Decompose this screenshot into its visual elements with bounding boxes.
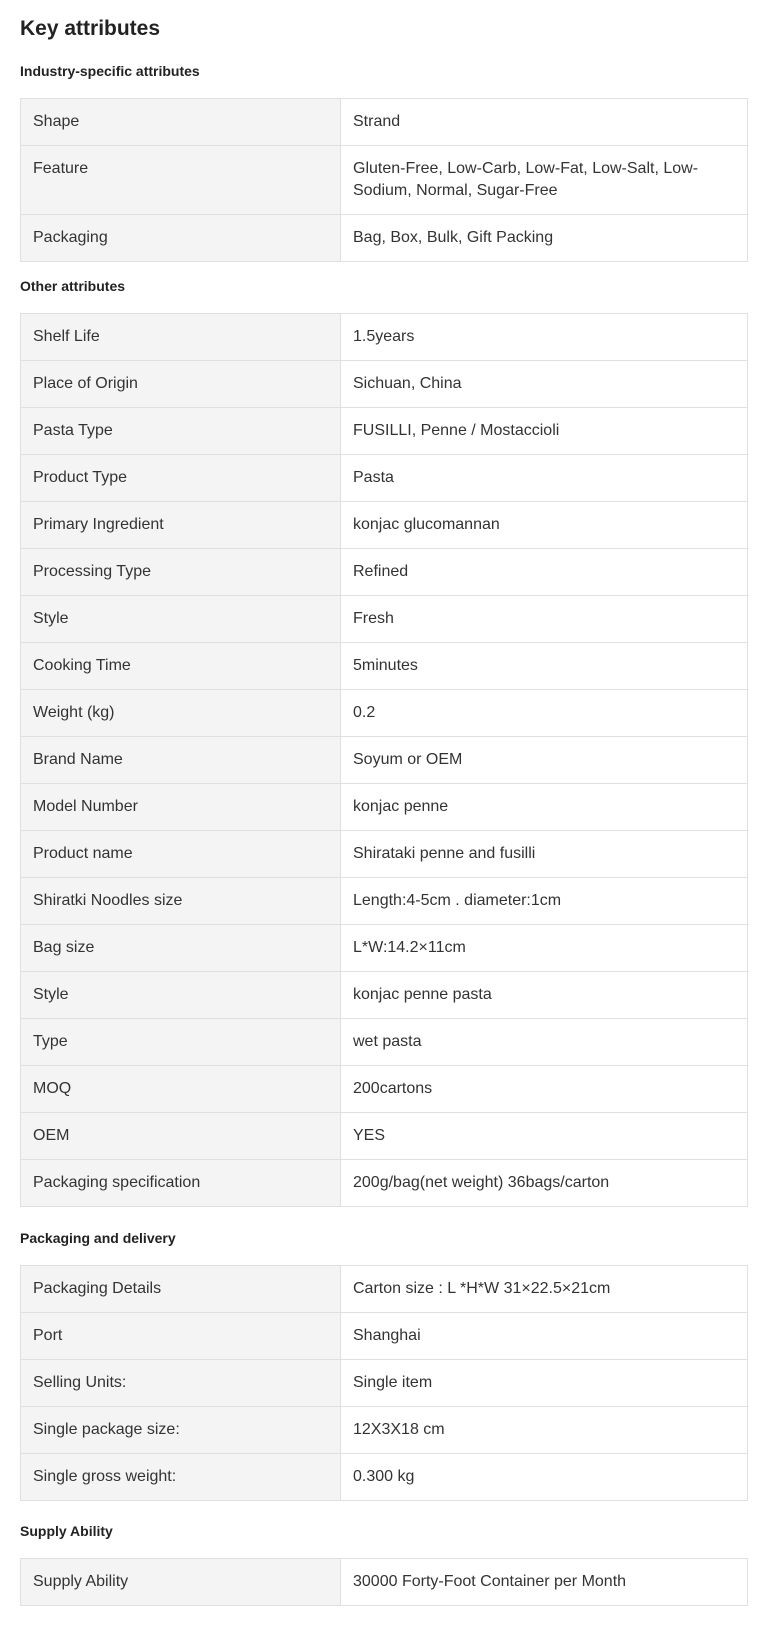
attribute-key: Processing Type <box>21 549 341 596</box>
attribute-key: Style <box>21 596 341 643</box>
table-row <box>21 1019 748 1066</box>
attribute-key: Feature <box>21 146 341 215</box>
industry-attributes-table <box>20 98 748 262</box>
attribute-value: wet pasta <box>341 1019 748 1066</box>
table-row <box>21 596 748 643</box>
attribute-key: Packaging Details <box>21 1266 341 1313</box>
attribute-value: 12X3X18 cm <box>341 1407 748 1454</box>
attribute-value: YES <box>341 1113 748 1160</box>
table-row <box>21 361 748 408</box>
attribute-value: Sichuan, China <box>341 361 748 408</box>
attribute-key: Model Number <box>21 784 341 831</box>
attribute-key: Shiratki Noodles size <box>21 878 341 925</box>
table-row <box>21 1313 748 1360</box>
section-title-packaging-delivery: Packaging and delivery <box>20 1230 176 1246</box>
table-row <box>21 1266 748 1313</box>
table-row <box>21 408 748 455</box>
table-row <box>21 1160 748 1207</box>
attribute-key: Single package size: <box>21 1407 341 1454</box>
attribute-value: Soyum or OEM <box>341 737 748 784</box>
attribute-value: konjac glucomannan <box>341 502 748 549</box>
packaging-delivery-table <box>20 1265 748 1501</box>
attribute-key: Selling Units: <box>21 1360 341 1407</box>
attribute-value: Carton size : L *H*W 31×22.5×21cm <box>341 1266 748 1313</box>
attribute-value: Pasta <box>341 455 748 502</box>
table-row <box>21 1360 748 1407</box>
attribute-key: Brand Name <box>21 737 341 784</box>
attribute-value: Shanghai <box>341 1313 748 1360</box>
attribute-key: MOQ <box>21 1066 341 1113</box>
page-title: Key attributes <box>20 17 161 40</box>
attribute-value: 200g/bag(net weight) 36bags/carton <box>341 1160 748 1207</box>
table-row <box>21 925 748 972</box>
attribute-value: konjac penne <box>341 784 748 831</box>
attribute-value: 0.300 kg <box>341 1454 748 1501</box>
table-row <box>21 455 748 502</box>
attribute-key: Style <box>21 972 341 1019</box>
attribute-key: Shelf Life <box>21 314 341 361</box>
attribute-key: Pasta Type <box>21 408 341 455</box>
attribute-value: 30000 Forty-Foot Container per Month <box>341 1559 748 1606</box>
table-row <box>21 972 748 1019</box>
attribute-key: Product Type <box>21 455 341 502</box>
attribute-value: 200cartons <box>341 1066 748 1113</box>
attribute-value: Gluten-Free, Low-Carb, Low-Fat, Low-Salt, Low-Sodium, Normal, Sugar-Free <box>341 146 748 215</box>
table-row <box>21 737 748 784</box>
supply-ability-table <box>20 1558 748 1606</box>
table-row <box>21 1066 748 1113</box>
attribute-value: Fresh <box>341 596 748 643</box>
table-row <box>21 878 748 925</box>
table-row <box>21 1454 748 1501</box>
attribute-key: Packaging specification <box>21 1160 341 1207</box>
attribute-key: Single gross weight: <box>21 1454 341 1501</box>
table-row <box>21 784 748 831</box>
attribute-value: L*W:14.2×11cm <box>341 925 748 972</box>
table-row <box>21 1559 748 1606</box>
table-row <box>21 314 748 361</box>
attribute-key: Place of Origin <box>21 361 341 408</box>
table-row <box>21 99 748 146</box>
attribute-value: Single item <box>341 1360 748 1407</box>
table-row <box>21 502 748 549</box>
attribute-key: Bag size <box>21 925 341 972</box>
section-title-supply-ability: Supply Ability <box>20 1523 113 1539</box>
attribute-key: Cooking Time <box>21 643 341 690</box>
attribute-value: 5minutes <box>341 643 748 690</box>
table-row <box>21 1113 748 1160</box>
table-row <box>21 690 748 737</box>
table-row <box>21 146 748 215</box>
other-attributes-table <box>20 313 748 1207</box>
attribute-value: 0.2 <box>341 690 748 737</box>
table-row <box>21 549 748 596</box>
attribute-key: Packaging <box>21 215 341 262</box>
attribute-value: Refined <box>341 549 748 596</box>
attribute-value: FUSILLI, Penne / Mostaccioli <box>341 408 748 455</box>
attribute-value: Strand <box>341 99 748 146</box>
section-title-other-attributes: Other attributes <box>20 278 126 294</box>
attribute-key: OEM <box>21 1113 341 1160</box>
attribute-key: Shape <box>21 99 341 146</box>
attribute-value: konjac penne pasta <box>341 972 748 1019</box>
attribute-value: Bag, Box, Bulk, Gift Packing <box>341 215 748 262</box>
attribute-key: Type <box>21 1019 341 1066</box>
table-row <box>21 1407 748 1454</box>
attribute-key: Supply Ability <box>21 1559 341 1606</box>
attribute-key: Port <box>21 1313 341 1360</box>
attribute-value: 1.5years <box>341 314 748 361</box>
attribute-value: Shirataki penne and fusilli <box>341 831 748 878</box>
table-row <box>21 215 748 262</box>
section-title-industry-specific: Industry-specific attributes <box>20 63 200 79</box>
attribute-key: Product name <box>21 831 341 878</box>
attribute-key: Weight (kg) <box>21 690 341 737</box>
attribute-value: Length:4-5cm . diameter:1cm <box>341 878 748 925</box>
attribute-key: Primary Ingredient <box>21 502 341 549</box>
table-row <box>21 831 748 878</box>
table-row <box>21 643 748 690</box>
